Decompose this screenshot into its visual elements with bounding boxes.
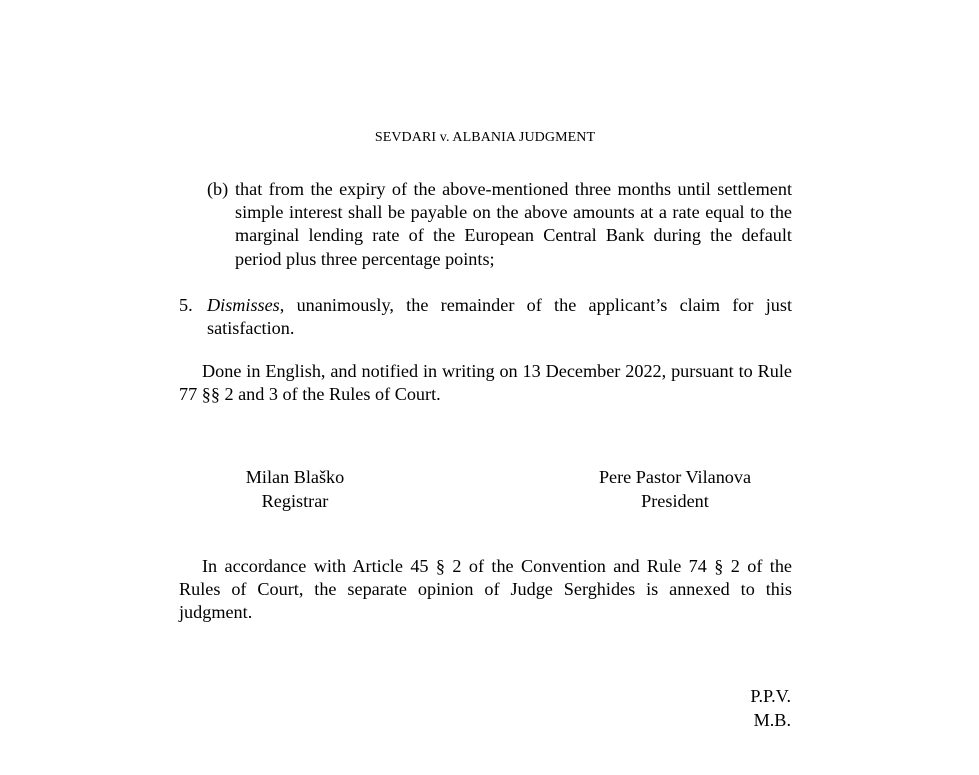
item-5-text: , unanimously, the remainder of the applicant’s claim for just satisfaction. — [207, 295, 792, 339]
item-5-paragraph — [179, 294, 792, 340]
accordance-paragraph-text: In accordance with Article 45 § 2 of the Convention and Rule 74 § 2 of the Rules of Court, the separate opinion of Judge Serghides is annexed to this judgment. — [179, 556, 792, 623]
initials-line-2: M.B. — [753, 709, 791, 730]
initials-block — [750, 685, 791, 732]
president-role: President — [641, 490, 709, 511]
president-name: Pere Pastor Vilanova — [598, 467, 752, 487]
done-paragraph — [179, 360, 792, 406]
item-b-paragraph — [207, 178, 792, 271]
item-b-marker: (b) — [207, 179, 229, 199]
done-paragraph-text: Done in English, and notified in writing on 13 December 2022, pursuant to Rule 77 §§ 2 and 3 of the Rules of Court. — [179, 361, 792, 405]
accordance-paragraph — [179, 555, 792, 625]
running-header: SEVDARI v. ALBANIA JUDGMENT — [374, 130, 596, 145]
operative-item-b — [207, 178, 792, 271]
registrar-name: Milan Blaško — [245, 467, 345, 487]
item-5-marker: 5. — [179, 295, 193, 315]
operative-item-5 — [179, 294, 792, 340]
initials-line-1: P.P.V. — [750, 686, 791, 706]
signature-president — [570, 466, 780, 513]
item-5-emphasis: Dismisses — [207, 295, 280, 315]
signature-registrar — [200, 466, 390, 513]
registrar-role: Registrar — [261, 490, 329, 511]
item-b-text: that from the expiry of the above-mentioned three months until settlement simple interest shall be payable on the above amounts at a rate equal to the marginal lending rate of the European Central Bank during the default period plus three percentage points; — [235, 179, 792, 269]
